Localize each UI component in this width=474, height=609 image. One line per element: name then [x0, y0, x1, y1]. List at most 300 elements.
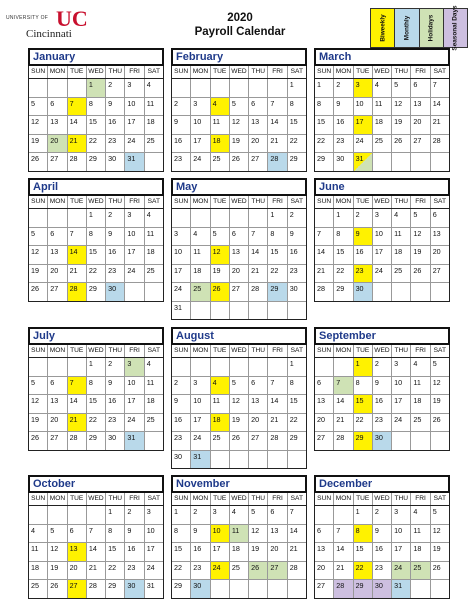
day-cell: 16 — [106, 395, 125, 413]
day-cell: 9 — [289, 228, 294, 238]
day-cell: 13 — [249, 116, 268, 134]
day-cell: 28 — [334, 432, 353, 450]
day-cell: 24 — [211, 562, 230, 580]
day-cell: 20 — [48, 135, 67, 153]
day-cell: 27 — [249, 432, 268, 450]
day-cell: 23 — [289, 265, 298, 275]
day-cell: 20 — [411, 116, 430, 134]
week-row — [315, 395, 449, 414]
day-cell: 26 — [211, 283, 230, 301]
day-cell: 14 — [315, 246, 334, 264]
day-cell: 2 — [373, 506, 392, 524]
empty-cell — [29, 506, 48, 524]
empty-cell — [249, 79, 268, 97]
empty-cell — [230, 580, 249, 598]
day-cell: 3 — [191, 377, 210, 395]
empty-cell — [29, 209, 48, 227]
weekday-label: SAT — [147, 347, 160, 354]
day-cell: 12 — [432, 377, 441, 387]
empty-cell — [392, 432, 411, 450]
day-cell: 22 — [289, 135, 298, 145]
day-cell: 26 — [29, 153, 48, 171]
week-row — [315, 209, 449, 228]
day-cell: 3 — [125, 79, 144, 97]
weekday-header — [171, 66, 307, 79]
day-cell: 4 — [392, 209, 411, 227]
day-cell: 7 — [268, 98, 287, 116]
empty-cell — [145, 283, 163, 301]
empty-cell — [172, 79, 191, 97]
month-september — [314, 327, 450, 451]
day-cell: 7 — [68, 228, 87, 246]
day-cell: 23 — [125, 562, 144, 580]
day-cell: 20 — [230, 265, 249, 283]
day-cell: 3 — [191, 98, 210, 116]
day-cell: 6 — [68, 525, 87, 543]
week-row — [172, 562, 306, 581]
day-cell: 15 — [268, 246, 287, 264]
day-cell: 26 — [230, 432, 249, 450]
day-cell: 13 — [315, 543, 334, 561]
day-cell: 17 — [392, 395, 411, 413]
empty-cell — [249, 358, 268, 376]
empty-cell — [411, 283, 430, 301]
day-cell: 19 — [211, 265, 230, 283]
week-row — [29, 135, 163, 154]
day-cell: 15 — [354, 395, 373, 413]
weekday-label: FRI — [125, 493, 144, 505]
day-cell: 23 — [106, 414, 125, 432]
day-cell: 22 — [315, 135, 334, 153]
day-cell: 18 — [373, 116, 392, 134]
day-cell: 24 — [146, 562, 155, 572]
week-row — [172, 302, 306, 320]
week-row — [315, 432, 449, 450]
day-cell: 23 — [172, 153, 191, 171]
day-cell: 3 — [172, 228, 191, 246]
empty-cell — [392, 153, 411, 171]
week-row — [315, 358, 449, 377]
day-cell: 11 — [411, 525, 430, 543]
day-cell: 10 — [354, 98, 373, 116]
day-cell: 29 — [289, 433, 298, 442]
day-cell: 22 — [334, 265, 353, 283]
day-cell: 5 — [432, 507, 437, 516]
day-cell: 13 — [48, 116, 67, 134]
weekday-label: SUN — [172, 66, 191, 78]
day-cell: 18 — [411, 543, 430, 561]
day-cell: 29 — [106, 580, 125, 598]
day-cell: 31 — [146, 581, 155, 590]
weekday-label: SAT — [433, 347, 446, 354]
month-title: September — [314, 327, 450, 345]
weekday-header — [28, 196, 164, 209]
weekday-label: MON — [191, 493, 210, 505]
day-cell: 17 — [392, 543, 411, 561]
day-cell: 12 — [29, 246, 48, 264]
weekday-label: TUE — [354, 345, 373, 357]
empty-cell — [334, 358, 353, 376]
weekday-label: SUN — [315, 196, 334, 208]
weekday-label: SAT — [290, 68, 303, 75]
empty-cell — [268, 451, 287, 469]
day-cell: 25 — [146, 135, 155, 145]
day-cell: 29 — [289, 154, 298, 163]
day-cell: 17 — [125, 116, 144, 134]
day-cell: 2 — [125, 506, 144, 524]
week-row — [172, 116, 306, 135]
empty-cell — [125, 283, 144, 301]
empty-cell — [230, 79, 249, 97]
day-cell: 25 — [230, 562, 249, 580]
weekday-label: THU — [249, 345, 268, 357]
day-cell: 13 — [68, 543, 87, 561]
day-cell: 27 — [315, 432, 334, 450]
weekday-label: FRI — [125, 66, 144, 78]
day-cell: 26 — [392, 135, 411, 153]
day-cell: 17 — [172, 265, 191, 283]
day-cell: 9 — [106, 228, 125, 246]
day-cell: 21 — [289, 544, 298, 553]
legend-holidays: Holidays — [420, 9, 444, 47]
week-row — [29, 153, 163, 171]
empty-cell — [48, 209, 67, 227]
day-cell: 4 — [29, 525, 48, 543]
day-cell: 16 — [191, 543, 210, 561]
day-cell: 26 — [48, 580, 67, 598]
day-cell: 2 — [172, 98, 191, 116]
day-cell: 17 — [191, 135, 210, 153]
empty-cell — [315, 209, 334, 227]
day-cell: 7 — [334, 525, 353, 543]
calendar-title: Payroll Calendar — [194, 26, 286, 38]
day-cell: 6 — [411, 79, 430, 97]
day-cell: 11 — [29, 543, 48, 561]
month-november — [171, 475, 307, 599]
week-row — [29, 562, 163, 581]
weekday-label: THU — [392, 196, 411, 208]
day-cell: 24 — [392, 414, 411, 432]
weekday-label: MON — [48, 196, 67, 208]
day-cell: 13 — [230, 246, 249, 264]
weekday-label: SUN — [172, 345, 191, 357]
day-cell: 15 — [87, 395, 106, 413]
day-cell: 8 — [334, 228, 353, 246]
day-cell: 27 — [315, 580, 334, 598]
week-row — [315, 228, 449, 247]
day-cell: 28 — [68, 283, 87, 301]
weekday-label: SUN — [29, 345, 48, 357]
day-cell: 23 — [191, 562, 210, 580]
week-row — [29, 432, 163, 450]
day-cell: 12 — [249, 525, 268, 543]
day-cell: 15 — [106, 543, 125, 561]
weekday-label: SAT — [290, 495, 303, 502]
weekday-label: TUE — [354, 493, 373, 505]
week-row — [315, 562, 449, 581]
day-cell: 14 — [87, 543, 106, 561]
day-cell: 5 — [432, 359, 437, 368]
day-cell: 14 — [334, 543, 353, 561]
day-cell: 31 — [125, 432, 144, 450]
week-row — [315, 153, 449, 171]
week-row — [172, 209, 306, 228]
empty-cell — [68, 79, 87, 97]
day-cell: 26 — [249, 562, 268, 580]
day-cell: 10 — [125, 98, 144, 116]
month-title: February — [171, 48, 307, 66]
empty-cell — [249, 451, 268, 469]
day-cell: 15 — [87, 116, 106, 134]
week-row — [172, 153, 306, 171]
day-cell: 19 — [29, 265, 48, 283]
day-cell: 29 — [87, 153, 106, 171]
day-cell: 30 — [172, 451, 191, 469]
weekday-label: FRI — [125, 196, 144, 208]
day-cell: 24 — [191, 432, 210, 450]
day-cell: 22 — [87, 414, 106, 432]
empty-cell — [68, 506, 87, 524]
day-cell: 22 — [354, 414, 373, 432]
empty-cell — [191, 209, 210, 227]
day-cell: 12 — [432, 525, 441, 535]
university-logo — [6, 8, 102, 40]
day-cell: 15 — [289, 396, 298, 405]
day-cell: 25 — [373, 135, 392, 153]
day-cell: 20 — [249, 135, 268, 153]
day-cell: 23 — [354, 265, 373, 283]
week-row — [315, 79, 449, 98]
day-cell: 8 — [268, 228, 287, 246]
day-cell: 13 — [411, 98, 430, 116]
day-cell: 18 — [146, 396, 155, 405]
day-cell: 7 — [289, 507, 294, 516]
day-cell: 2 — [373, 358, 392, 376]
day-cell: 6 — [249, 98, 268, 116]
week-row — [29, 358, 163, 377]
weekday-label: THU — [106, 196, 125, 208]
day-cell: 10 — [125, 228, 144, 246]
day-cell: 7 — [268, 377, 287, 395]
empty-cell — [230, 209, 249, 227]
day-cell: 26 — [411, 265, 430, 283]
day-cell: 1 — [87, 209, 106, 227]
week-row — [315, 116, 449, 135]
day-cell: 22 — [87, 265, 106, 283]
day-cell: 16 — [172, 414, 191, 432]
empty-cell — [288, 451, 306, 469]
empty-cell — [145, 432, 163, 450]
day-cell: 30 — [106, 153, 125, 171]
week-row — [315, 283, 449, 301]
day-cell: 17 — [125, 246, 144, 264]
day-cell: 11 — [373, 98, 392, 116]
weekday-label: SAT — [433, 68, 446, 75]
day-cell: 8 — [106, 525, 125, 543]
day-cell: 18 — [29, 562, 48, 580]
week-row — [172, 525, 306, 544]
day-cell: 19 — [432, 396, 441, 405]
day-cell: 19 — [249, 543, 268, 561]
week-row — [29, 414, 163, 433]
empty-cell — [211, 302, 230, 320]
empty-cell — [211, 358, 230, 376]
month-march — [314, 48, 450, 172]
day-cell: 18 — [392, 246, 411, 264]
day-cell: 24 — [191, 153, 210, 171]
day-cell: 29 — [87, 432, 106, 450]
month-january — [28, 48, 164, 172]
month-february — [171, 48, 307, 172]
day-cell: 20 — [315, 562, 334, 580]
day-cell: 21 — [334, 562, 353, 580]
day-cell: 5 — [230, 98, 249, 116]
day-cell: 3 — [373, 209, 392, 227]
day-cell: 28 — [68, 432, 87, 450]
day-cell: 1 — [289, 359, 294, 368]
day-cell: 19 — [432, 544, 441, 553]
day-cell: 17 — [211, 543, 230, 561]
weekday-label: MON — [334, 196, 353, 208]
day-cell: 25 — [211, 432, 230, 450]
day-cell: 13 — [249, 395, 268, 413]
week-row — [29, 377, 163, 396]
day-cell: 20 — [249, 414, 268, 432]
day-cell: 13 — [315, 395, 334, 413]
day-cell: 29 — [172, 580, 191, 598]
week-row — [29, 246, 163, 265]
day-cell: 16 — [172, 135, 191, 153]
weekday-header — [171, 345, 307, 358]
empty-cell — [211, 451, 230, 469]
week-row — [315, 377, 449, 396]
month-title: May — [171, 178, 307, 196]
empty-cell — [87, 506, 106, 524]
week-row — [315, 246, 449, 265]
legend — [370, 5, 468, 51]
month-august — [171, 327, 307, 469]
day-cell: 5 — [48, 525, 67, 543]
day-cell: 23 — [106, 265, 125, 283]
empty-cell — [29, 358, 48, 376]
month-october — [28, 475, 164, 599]
week-row — [29, 79, 163, 98]
day-cell: 19 — [230, 414, 249, 432]
weekday-header — [171, 493, 307, 506]
day-cell: 9 — [373, 377, 392, 395]
day-cell: 10 — [125, 377, 144, 395]
week-row — [29, 116, 163, 135]
day-cell: 21 — [249, 265, 268, 283]
day-cell: 21 — [315, 265, 334, 283]
empty-cell — [172, 358, 191, 376]
day-cell: 5 — [392, 79, 411, 97]
day-cell: 11 — [230, 525, 249, 543]
day-cell: 3 — [354, 79, 373, 97]
weekday-label: SUN — [315, 66, 334, 78]
day-cell: 3 — [125, 358, 144, 376]
day-cell: 17 — [125, 395, 144, 413]
day-cell: 12 — [29, 395, 48, 413]
day-cell: 29 — [354, 432, 373, 450]
day-cell: 1 — [334, 209, 353, 227]
empty-cell — [249, 209, 268, 227]
day-cell: 19 — [29, 135, 48, 153]
weekday-header — [314, 493, 450, 506]
day-cell: 29 — [315, 153, 334, 171]
weekday-label: TUE — [68, 493, 87, 505]
weekday-label: SUN — [172, 493, 191, 505]
month-june — [314, 178, 450, 302]
empty-cell — [268, 302, 287, 320]
empty-cell — [172, 209, 191, 227]
day-cell: 1 — [172, 506, 191, 524]
day-cell: 21 — [268, 135, 287, 153]
weekday-header — [314, 196, 450, 209]
day-cell: 29 — [354, 580, 373, 598]
day-cell: 19 — [411, 246, 430, 264]
day-cell: 7 — [68, 98, 87, 116]
logo-small-text: UNIVERSITY OF — [6, 15, 49, 21]
day-cell: 20 — [48, 265, 67, 283]
week-row — [29, 98, 163, 117]
day-cell: 5 — [249, 506, 268, 524]
day-cell: 4 — [146, 80, 151, 89]
day-cell: 22 — [106, 562, 125, 580]
day-cell: 31 — [354, 153, 373, 171]
day-cell: 20 — [315, 414, 334, 432]
day-cell: 27 — [411, 135, 430, 153]
day-cell: 2 — [354, 209, 373, 227]
weekday-label: FRI — [125, 345, 144, 357]
day-cell: 12 — [48, 543, 67, 561]
day-cell: 27 — [48, 432, 67, 450]
day-cell: 8 — [315, 98, 334, 116]
day-cell: 10 — [392, 525, 411, 543]
day-cell: 16 — [373, 543, 392, 561]
day-cell: 1 — [106, 506, 125, 524]
day-cell: 1 — [354, 506, 373, 524]
week-row — [172, 228, 306, 247]
day-cell: 16 — [125, 543, 144, 561]
weekday-label: TUE — [211, 345, 230, 357]
day-cell: 9 — [125, 525, 144, 543]
day-cell: 30 — [106, 283, 125, 301]
weekday-label: WED — [373, 345, 392, 357]
week-row — [315, 265, 449, 284]
day-cell: 27 — [68, 580, 87, 598]
empty-cell — [48, 358, 67, 376]
empty-cell — [268, 358, 287, 376]
weekday-label: WED — [373, 66, 392, 78]
week-row — [29, 580, 163, 598]
day-cell: 18 — [411, 395, 430, 413]
week-row — [172, 358, 306, 377]
week-row — [29, 265, 163, 284]
empty-cell — [68, 209, 87, 227]
day-cell: 29 — [334, 283, 353, 301]
weekday-label: THU — [392, 493, 411, 505]
day-cell: 10 — [211, 525, 230, 543]
weekday-label: FRI — [411, 345, 430, 357]
month-title: December — [314, 475, 450, 493]
day-cell: 17 — [373, 246, 392, 264]
week-row — [315, 543, 449, 562]
day-cell: 1 — [289, 80, 294, 89]
day-cell: 15 — [315, 116, 334, 134]
day-cell: 10 — [373, 228, 392, 246]
weekday-label: SUN — [29, 66, 48, 78]
